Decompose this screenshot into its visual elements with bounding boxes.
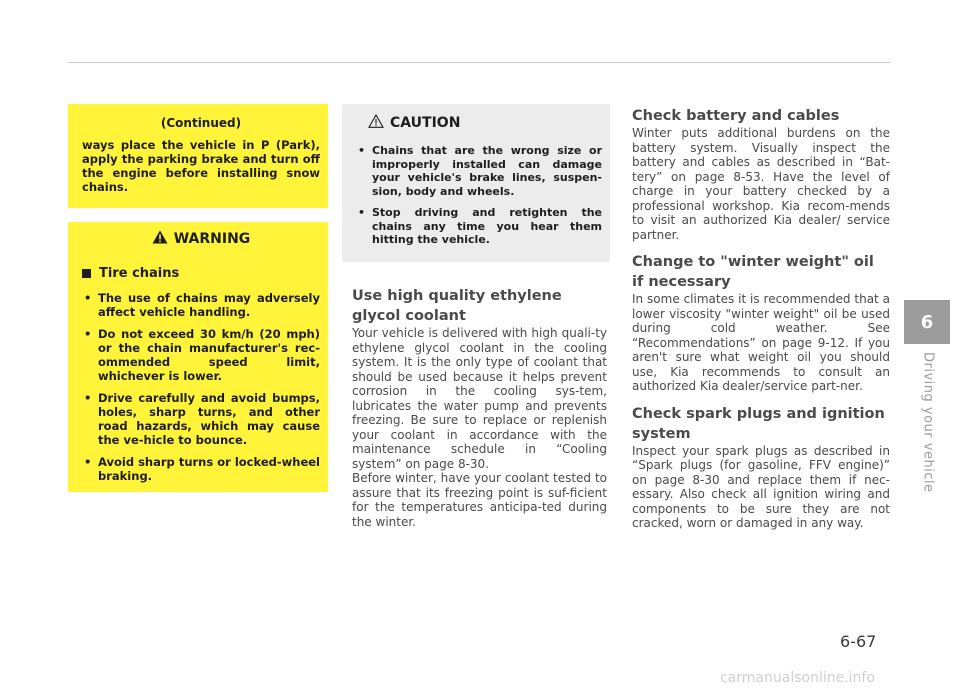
- warning-heading: WARNING: [173, 231, 251, 247]
- coolant-section: [352, 286, 607, 529]
- chapter-title-text: Driving your vehicle: [920, 352, 936, 493]
- top-divider: [68, 62, 890, 63]
- coolant-title: Use high quality ethylene glycol coolant: [352, 288, 562, 324]
- oil-paragraph: In some climates it is recommended that a lower viscosity "winter weight" oil be used during cold weather. See “Recommendations” on page 9-12. If you aren't sure what weight oil you should use, Kia recommends to consult an authorized Kia dealer/service part-ner.: [632, 292, 890, 393]
- warning-item: • Drive carefully and avoid bumps, holes, sharp turns, and other road hazards, which may cause the ve-hicle to bounce.: [82, 391, 320, 447]
- tire-chains-subheading: [82, 266, 320, 281]
- coolant-paragraph: Before winter, have your coolant tested to assure that its freezing point is suf-ficient for the temperatures anticipa-ted during the winter.: [352, 471, 607, 529]
- caution-header: [368, 114, 602, 132]
- warning-item: • The use of chains may adversely affect vehicle handling.: [82, 291, 320, 319]
- continued-text: ways place the vehicle in P (Park), apply the parking brake and turn off the engine before installing snow chains.: [82, 138, 320, 194]
- battery-paragraph: Winter puts additional burdens on the battery system. Visually inspect the battery and cables as described in “Bat-tery” on page 8-53. Have the level of charge in your battery checked by a professional workshop. Kia recom-mends to visit an authorized Kia dealer/ service partner.: [632, 126, 890, 242]
- coolant-paragraph: Your vehicle is delivered with high quali-ty ethylene glycol coolant in the cooling system. It is the only type of coolant that should be used because it helps prevent corrosion in the cooling sys-tem, lubricates the water pump and prevents freezing. Be sure to replace or replenish your coolant in accordance with the maintenance schedule in “Cooling system” on page 8-30.: [352, 326, 607, 471]
- warning-header: [82, 230, 320, 248]
- caution-item: • Chains that are the wrong size or improperly installed can damage your vehicle's brake lines, suspen-sion, body and wheels.: [356, 144, 602, 198]
- warning-item: • Avoid sharp turns or locked-wheel braking.: [82, 455, 320, 483]
- spark-paragraph: Inspect your spark plugs as described in “Spark plugs (for gasoline, FFV engine)” on page 8-30 and replace them if nec-essary. Also check all ignition wiring and components to be sure they are not cracked, worn or damaged in any way.: [632, 443, 890, 530]
- oil-title: Change to "winter weight" oil if necessary: [632, 254, 874, 290]
- warning-item: • Do not exceed 30 km/h (20 mph) or the chain manufacturer's rec-ommended speed limit, whichever is lower.: [82, 327, 320, 383]
- caution-heading: CAUTION: [390, 115, 461, 131]
- spark-title: Check spark plugs and ignition system: [632, 405, 885, 442]
- watermark: carmanualsonline.info: [720, 670, 875, 686]
- page-number: 6-67: [840, 632, 877, 651]
- caution-item: • Stop driving and retighten the chains any time you hear them hitting the vehicle.: [356, 206, 602, 247]
- caution-triangle-icon: [368, 114, 384, 132]
- warning-triangle-icon: [152, 230, 168, 248]
- warning-box: [68, 222, 328, 492]
- caution-list: [356, 144, 602, 247]
- caution-box: [342, 104, 610, 262]
- battery-title: Check battery and cables: [632, 108, 840, 124]
- warning-list: [82, 291, 320, 483]
- square-bullet-icon: [82, 269, 91, 278]
- chapter-number-tab: 6: [904, 300, 950, 344]
- continued-warning-box: [68, 104, 328, 208]
- continued-heading: (Continued): [160, 116, 242, 130]
- maintenance-sections: [632, 106, 890, 531]
- chapter-title-vertical: [878, 352, 960, 493]
- subheading-label: Tire chains: [99, 266, 180, 281]
